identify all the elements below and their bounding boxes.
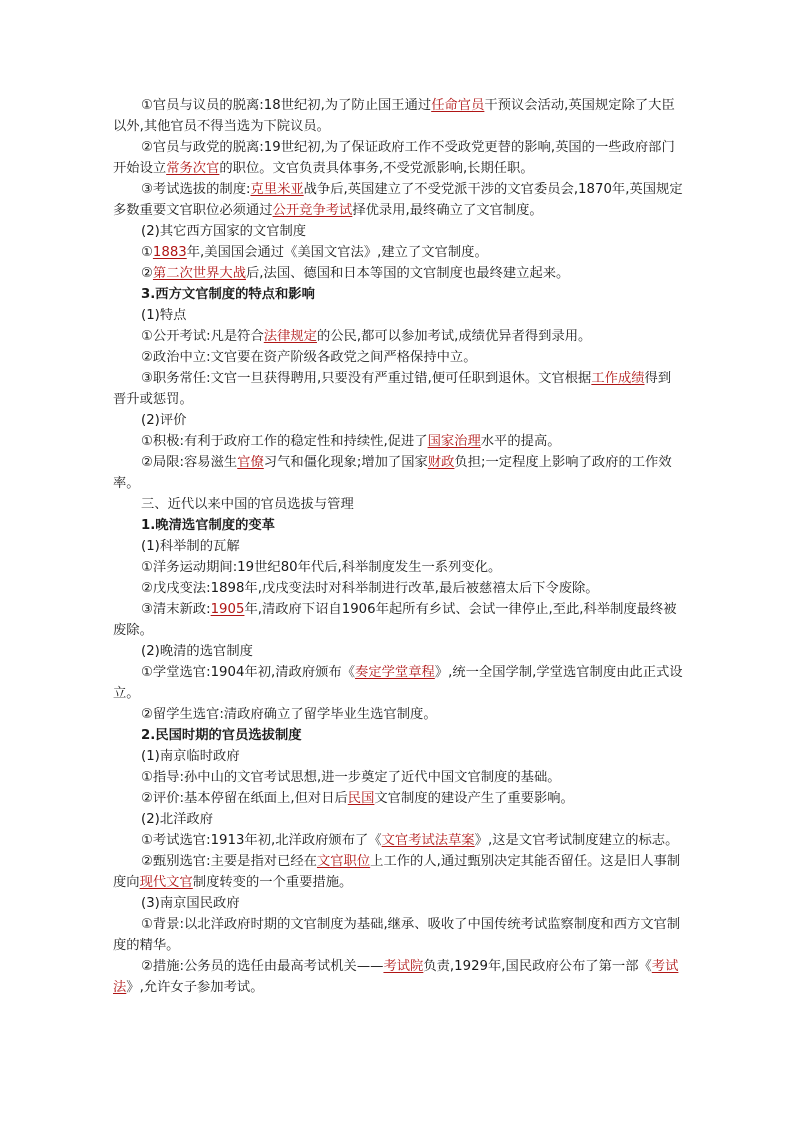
- hyperlink-term[interactable]: 官僚: [237, 455, 264, 470]
- hyperlink-term[interactable]: 奏定学堂章程: [355, 665, 435, 680]
- text-run: 择优录用,最终确立了文官制度。: [352, 203, 543, 218]
- paragraph: [113, 305, 683, 326]
- paragraph: [113, 809, 683, 830]
- text-run: ②留学生选官:清政府确立了留学毕业生选官制度。: [141, 707, 437, 722]
- hyperlink-term[interactable]: 工作成绩: [591, 371, 645, 386]
- text-run: ①学堂选官:1904年初,清政府颁布《: [141, 665, 356, 680]
- paragraph: [113, 578, 683, 599]
- paragraph: [113, 893, 683, 914]
- paragraph: [113, 704, 683, 725]
- hyperlink-term[interactable]: 1883: [152, 245, 187, 260]
- paragraph: [113, 242, 683, 263]
- text-run: 水平的提高。: [480, 434, 561, 449]
- text-run: ①官员与议员的脱离:18世纪初,为了防止国王通过: [141, 98, 432, 113]
- text-run: (2)评价: [141, 413, 187, 428]
- text-run: 年,美国国会通过《美国文官法》,建立了文官制度。: [186, 245, 488, 260]
- text-run: ②戊戌变法:1898年,戊戌变法时对科举制进行改革,最后被慈禧太后下令废除。: [141, 581, 599, 596]
- hyperlink-term[interactable]: 克里米亚: [250, 182, 304, 197]
- hyperlink-term[interactable]: 国家治理: [427, 434, 481, 449]
- paragraph: [113, 599, 683, 641]
- hyperlink-term[interactable]: 公开竞争考试: [272, 203, 353, 218]
- paragraph: [113, 410, 683, 431]
- paragraph: [113, 431, 683, 452]
- hyperlink-term[interactable]: 现代文官: [139, 875, 193, 890]
- text-run: 干预议会活动,英国规定除了大臣以外,其他官员不得当选为下院议员。: [113, 98, 675, 134]
- hyperlink-term[interactable]: 法律规定: [263, 329, 317, 344]
- paragraph: [113, 221, 683, 242]
- text-run: 年,清政府下诏自1906年起所有乡试、会试一律停止,至此,科举制度最终被废除。: [113, 602, 677, 638]
- paragraph: [113, 263, 683, 284]
- text-run: ②局限:容易滋生: [141, 455, 238, 470]
- hyperlink-term[interactable]: 财政: [427, 455, 455, 470]
- section-heading: [113, 515, 683, 536]
- text-run: 三、近代以来中国的官员选拔与管理: [141, 497, 354, 512]
- text-run: 3.西方文官制度的特点和影响: [141, 287, 315, 302]
- paragraph: [113, 641, 683, 662]
- text-run: 负责,1929年,国民政府公布了第一部《: [423, 959, 652, 974]
- paragraph: [113, 914, 683, 956]
- text-run: ②官员与政党的脱离:19世纪初,为了保证政府工作不受政党更替的影响,英国的一些政府部门开始设立: [113, 140, 675, 176]
- document-body: [113, 95, 683, 998]
- text-run: (2)北洋政府: [141, 812, 214, 827]
- text-run: 负担;一定程度上影响了政府的工作效率。: [113, 455, 672, 491]
- text-run: 得到晋升或惩罚。: [113, 371, 672, 407]
- text-run: 》,这是文官考试制度建立的标志。: [474, 833, 679, 848]
- paragraph: [113, 326, 683, 347]
- hyperlink-term[interactable]: 常务次官: [166, 161, 220, 176]
- paragraph: [113, 368, 683, 410]
- text-run: 制度转变的一个重要措施。: [192, 875, 353, 890]
- text-run: (1)南京临时政府: [141, 749, 240, 764]
- text-run: ②: [141, 266, 153, 281]
- paragraph: [113, 452, 683, 494]
- text-run: ③清末新政:: [141, 602, 211, 617]
- text-run: ③职务常任:文官一旦获得聘用,只要没有严重过错,便可任职到退休。文官根据: [141, 371, 592, 386]
- text-run: 》,统一全国学制,学堂选官制度由此正式设立。: [113, 665, 683, 701]
- text-run: 上工作的人,通过甄别决定其能否留任。这是旧人事制度向: [113, 854, 681, 890]
- text-run: (2)晚清的选官制度: [141, 644, 253, 659]
- paragraph: [113, 788, 683, 809]
- paragraph: [113, 179, 683, 221]
- text-run: 战争后,英国建立了不受党派干涉的文官委员会,1870年,英国规定多数重要文官职位必须通过: [113, 182, 683, 218]
- hyperlink-term[interactable]: 1905: [210, 602, 245, 617]
- hyperlink-term[interactable]: 文官职位: [316, 854, 371, 869]
- text-run: (1)特点: [141, 308, 187, 323]
- text-run: ①洋务运动期间:19世纪80年代后,科举制度发生一系列变化。: [141, 560, 502, 575]
- section-heading: [113, 725, 683, 746]
- text-run: 的职位。文官负责具体事务,不受党派影响,长期任职。: [219, 161, 534, 176]
- text-run: ①积极:有利于政府工作的稳定性和持续性,促进了: [141, 434, 428, 449]
- text-run: (1)科举制的瓦解: [141, 539, 240, 554]
- text-run: ②政治中立:文官要在资产阶级各政党之间严格保持中立。: [141, 350, 477, 365]
- paragraph: [113, 830, 683, 851]
- hyperlink-term[interactable]: 文官考试法草案: [381, 833, 475, 848]
- paragraph: [113, 767, 683, 788]
- hyperlink-term[interactable]: 任命官员: [431, 98, 485, 113]
- hyperlink-term[interactable]: 民国: [347, 791, 375, 806]
- text-run: ①: [141, 245, 153, 260]
- paragraph: [113, 347, 683, 368]
- text-run: ①考试选官:1913年初,北洋政府颁布了《: [141, 833, 382, 848]
- text-run: 文官制度的建设产生了重要影响。: [374, 791, 574, 806]
- paragraph: [113, 494, 683, 515]
- text-run: 1.晚清选官制度的变革: [141, 518, 275, 533]
- hyperlink-term[interactable]: 第二次世界大战: [152, 266, 246, 281]
- text-run: ③考试选拔的制度:: [141, 182, 251, 197]
- paragraph: [113, 662, 683, 704]
- paragraph: [113, 536, 683, 557]
- text-run: ②甄别选官:主要是指对已经在: [141, 854, 317, 869]
- paragraph: [113, 557, 683, 578]
- hyperlink-term[interactable]: 考试院: [383, 959, 424, 974]
- text-run: 后,法国、德国和日本等国的文官制度也最终建立起来。: [246, 266, 570, 281]
- paragraph: [113, 851, 683, 893]
- paragraph: [113, 137, 683, 179]
- text-run: 2.民国时期的官员选拔制度: [141, 728, 302, 743]
- text-run: ①背景:以北洋政府时期的文官制度为基础,继承、吸收了中国传统考试监察制度和西方文官制度的精华。: [113, 917, 681, 953]
- paragraph: [113, 95, 683, 137]
- text-run: (2)其它西方国家的文官制度: [141, 224, 307, 239]
- text-run: 的公民,都可以参加考试,成绩优异者得到录用。: [316, 329, 592, 344]
- text-run: ①公开考试:凡是符合: [141, 329, 264, 344]
- section-heading: [113, 284, 683, 305]
- text-run: ①指导:孙中山的文官考试思想,进一步奠定了近代中国文官制度的基础。: [141, 770, 561, 785]
- text-run: ②评价:基本停留在纸面上,但对日后: [141, 791, 348, 806]
- text-run: (3)南京国民政府: [141, 896, 240, 911]
- hyperlink-term[interactable]: 考试法: [113, 959, 679, 995]
- text-run: 》,允许女子参加考试。: [126, 980, 264, 995]
- text-run: 习气和僵化现象;增加了国家: [263, 455, 428, 470]
- text-run: ②措施:公务员的选任由最高考试机关——: [141, 959, 384, 974]
- paragraph: [113, 746, 683, 767]
- paragraph: [113, 956, 683, 998]
